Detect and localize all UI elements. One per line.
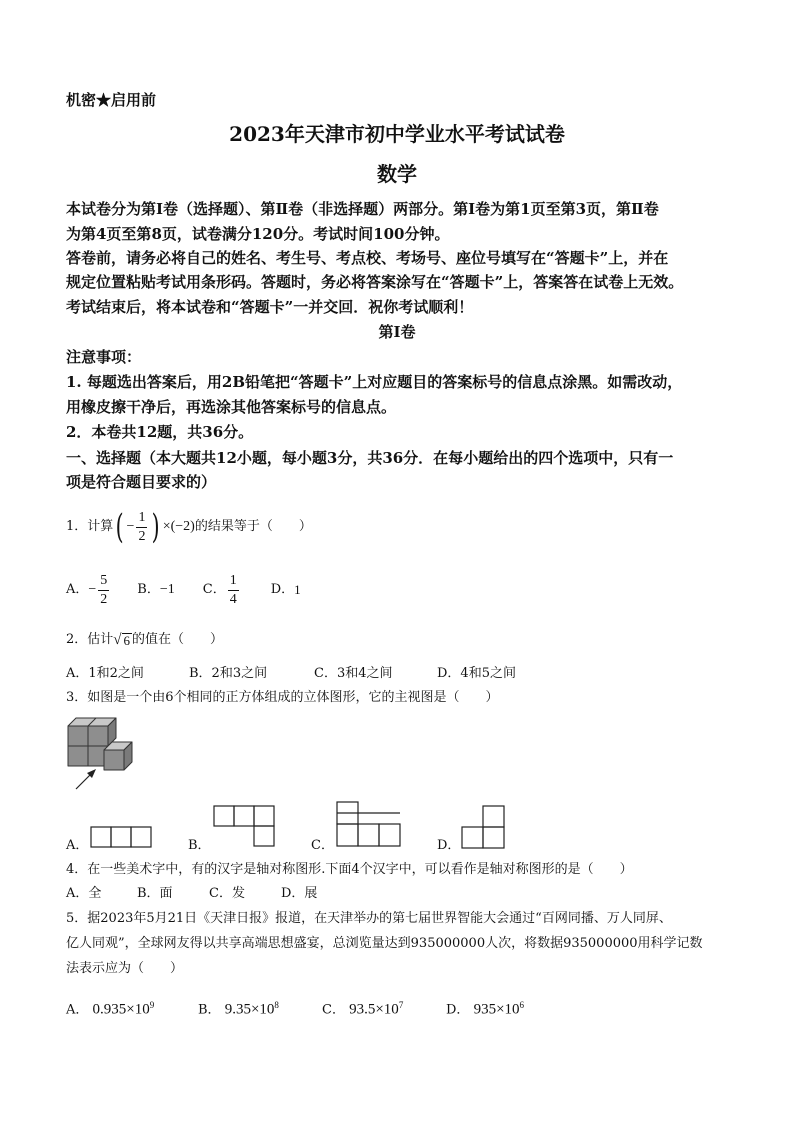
q1-option-c-num: 1 <box>228 574 239 591</box>
q5-option-c <box>322 996 403 1019</box>
q1-option-a-den: 2 <box>100 591 108 607</box>
q5-option-d-label: D． <box>446 1002 470 1018</box>
q1-left-paren: ( <box>115 507 124 547</box>
q5-option-d-exp: 6 <box>519 1000 525 1010</box>
q3-option-c-label: C． <box>311 838 334 853</box>
q1-option-d-label: D． <box>270 582 295 597</box>
q1-options <box>66 568 301 612</box>
q1-fraction <box>136 511 147 544</box>
q2-option-c: C．3和4之间 <box>314 666 393 681</box>
q1-option-a-sign: − <box>88 582 97 597</box>
q5-option-a <box>66 996 154 1019</box>
q5-option-c-exp: 7 <box>398 1000 404 1010</box>
intro-line: 考试结束后，将本试卷和“答题卡”一并交回．祝你考试顺利！ <box>66 298 474 316</box>
confidential-mark: 机密★启用前 <box>66 91 157 109</box>
q1-suffix: 的结果等于（ ） <box>194 519 312 534</box>
q2-option-d: D．4和5之间 <box>437 666 516 681</box>
q2-radicand: 6 <box>123 632 131 648</box>
q4-option-c: C．发 <box>209 886 245 901</box>
q2-option-b: B．2和3之间 <box>189 666 268 681</box>
intro-line: 规定位置粘贴考试用条形码。答题时，务必将答案涂写在“答题卡”上，答案答在试卷上无效。 <box>66 273 684 291</box>
q5-option-d-base: 935×10 <box>473 1001 520 1018</box>
q1-option-c-fraction <box>228 574 239 607</box>
q1-numerator: 1 <box>136 511 147 528</box>
q2-prefix: 2．估计 <box>66 632 114 647</box>
q5-option-c-base: 93.5×10 <box>349 1001 399 1018</box>
q3-option-a-label: A． <box>66 838 89 853</box>
q1-minus: − <box>126 519 135 534</box>
notes-line: 2．本卷共12题，共36分。 <box>66 423 254 441</box>
q5-option-b <box>198 996 279 1019</box>
q4-option-d: D．展 <box>281 886 318 901</box>
cube-solid-figure <box>66 716 146 796</box>
q5-option-b-base: 9.35×10 <box>224 1001 275 1018</box>
q5-option-b-label: B． <box>198 1002 221 1018</box>
notes-line: 1. 每题选出答案后，用2B铅笔把“答题卡”上对应题目的答案标号的信息点涂黑。如需改动， <box>66 373 683 391</box>
q1-expr: (−2) <box>170 519 195 534</box>
exam-title: 2023年天津市初中学业水平考试试卷 <box>229 122 565 146</box>
q1-option-c-label: C． <box>202 582 226 597</box>
q5-option-c-label: C． <box>322 1002 345 1018</box>
q5-option-a-base: 0.935×10 <box>92 1001 150 1018</box>
question-5-line: 亿人同观”，全球网友得以共享高端思想盛宴，总浏览量达到935000000人次，将数据935000000用科学记数 <box>66 936 703 951</box>
question-2 <box>66 631 223 649</box>
q3-option-b-label: B． <box>188 838 211 853</box>
q3-option-a-figure <box>90 826 154 850</box>
q1-option-a-fraction <box>98 574 109 607</box>
q2-option-a: A．1和2之间 <box>66 666 144 681</box>
q1-denominator: 2 <box>138 528 146 544</box>
notes-line: 用橡皮擦干净后，再选涂其他答案标号的信息点。 <box>66 398 397 416</box>
q3-option-b-figure <box>213 805 277 849</box>
intro-line: 为第4页至第8页，试卷满分120分。考试时间100分钟。 <box>66 225 450 243</box>
q5-option-b-exp: 8 <box>274 1000 279 1010</box>
question-4: 4．在一些美术字中，有的汉字是轴对称图形.下面4个汉字中，可以看作是轴对称图形的是（ ） <box>66 862 633 877</box>
intro-line: 答卷前，请务必将自己的姓名、考生号、考点校、考场号、座位号填写在“答题卡”上，并在 <box>66 249 669 267</box>
q1-option-a-label: A． <box>66 582 89 597</box>
notes-line: 一、选择题（本大题共12小题，每小题3分，共36分．在每小题给出的四个选项中，只有一 <box>66 449 674 467</box>
q3-option-d-label: D． <box>437 838 461 853</box>
q1-option-d-value: 1 <box>294 582 301 597</box>
q5-option-a-label: A． <box>66 1002 89 1018</box>
question-5-line: 5．据2023年5月21日《天津日报》报道，在天津举办的第七届世界智能大会通过“百网同播、万人同屏、 <box>66 911 672 926</box>
q1-option-c-den: 4 <box>229 591 237 607</box>
q1-times: × <box>162 519 171 534</box>
question-5-line: 法表示应为（ ） <box>66 961 184 976</box>
q3-option-d-figure <box>461 805 507 849</box>
q1-prefix: 1．计算 <box>66 519 114 534</box>
q1-option-b-value: −1 <box>159 582 175 597</box>
q3-option-c-figure <box>336 801 402 849</box>
q4-option-a: A．全 <box>66 886 102 901</box>
notes-line: 项是符合题目要求的） <box>66 473 217 491</box>
subject-title: 数学 <box>377 162 417 186</box>
q4-option-b: B．面 <box>137 886 173 901</box>
q1-right-paren: ) <box>152 507 161 547</box>
section-title: 第Ⅰ卷 <box>378 323 416 341</box>
question-3: 3．如图是一个由6个相同的正方体组成的立体图形，它的主视图是（ ） <box>66 690 499 705</box>
notes-heading: 注意事项： <box>66 348 142 366</box>
q5-option-a-exp: 9 <box>149 1000 155 1010</box>
q5-option-d <box>446 996 524 1019</box>
q2-radical-sign: √ <box>113 632 122 648</box>
q1-option-a-num: 5 <box>98 574 109 591</box>
question-1 <box>66 505 312 549</box>
q2-suffix: 的值在（ ） <box>132 632 224 647</box>
intro-line: 本试卷分为第Ⅰ卷（选择题）、第Ⅱ卷（非选择题）两部分。第Ⅰ卷为第1页至第3页，第Ⅱ卷 <box>66 200 659 218</box>
q1-option-b-label: B． <box>137 582 160 597</box>
